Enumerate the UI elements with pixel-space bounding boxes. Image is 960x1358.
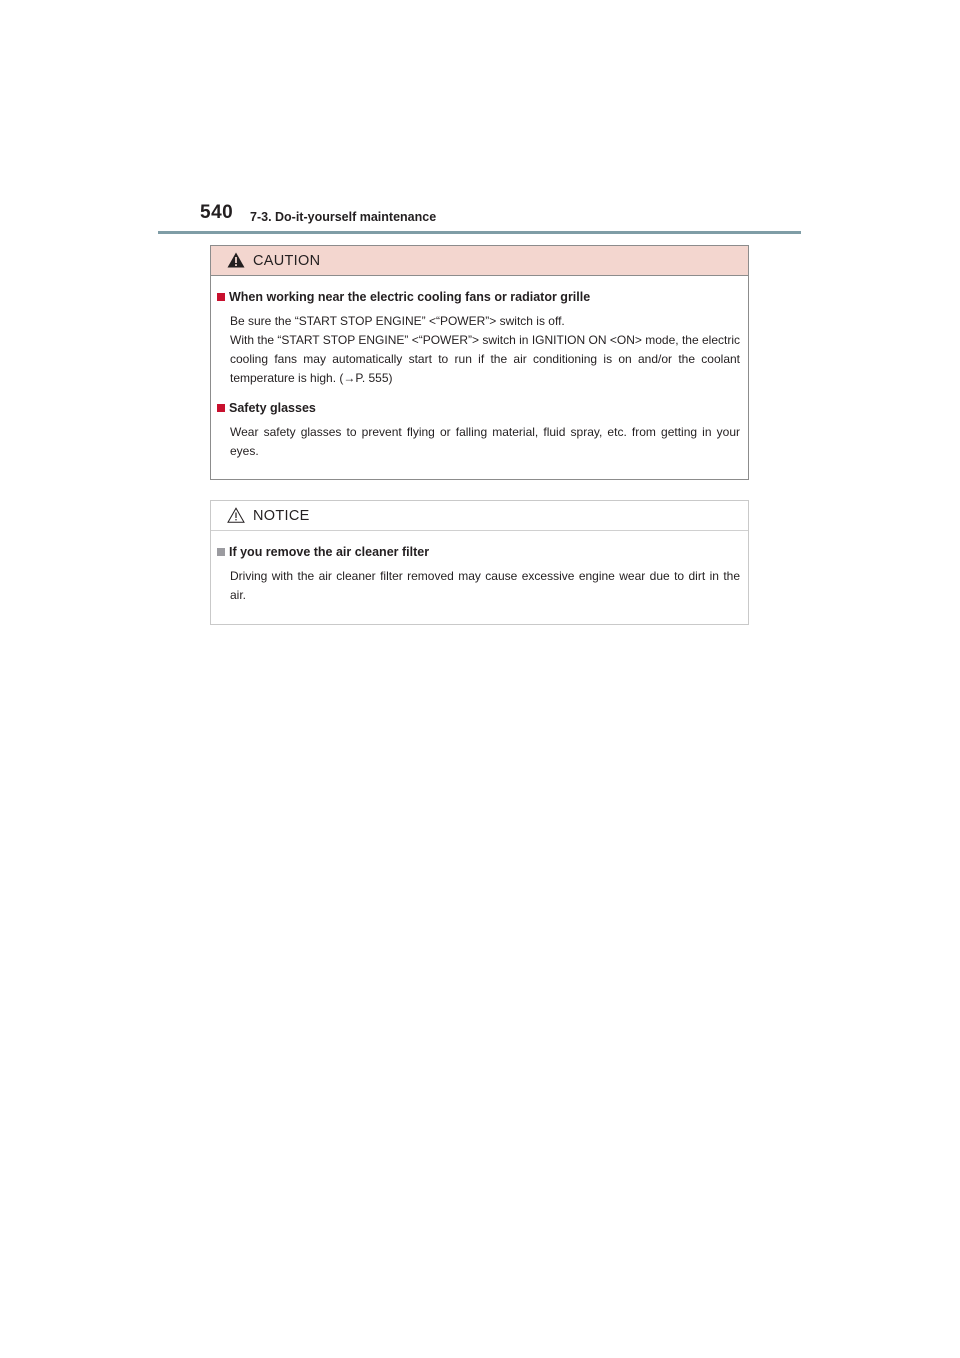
notice-box [210, 500, 749, 625]
caution-item [217, 290, 740, 388]
body-line: Driving with the air cleaner filter removed may cause excessive engine wear due to dirt in the air. [230, 569, 740, 602]
caution-item-body [230, 423, 740, 461]
page-header [158, 202, 801, 236]
notice-item [217, 545, 740, 605]
square-bullet-icon [217, 293, 225, 301]
square-bullet-icon [217, 404, 225, 412]
square-bullet-icon [217, 548, 225, 556]
page-number: 540 [200, 202, 234, 223]
section-title: 7-3. Do-it-yourself maintenance [250, 210, 437, 224]
notice-warning-icon [227, 507, 245, 523]
notice-title: NOTICE [253, 508, 310, 524]
caution-item-heading: When working near the electric cooling fans or radiator grille [229, 290, 591, 304]
caution-title: CAUTION [253, 253, 321, 269]
notice-item-body [230, 567, 740, 605]
caution-header [211, 246, 748, 276]
caution-item [217, 401, 740, 461]
body-line: With the “START STOP ENGINE” <“POWER”> switch in IGNITION ON <ON> mode, the electric cooling fans may automatically start to run if the air conditioning is on and/or the coolant temperature is high. (→P. 555) [230, 333, 740, 385]
notice-header [211, 501, 748, 531]
body-line: Be sure the “START STOP ENGINE” <“POWER”> switch is off. [230, 314, 565, 328]
notice-item-heading: If you remove the air cleaner filter [229, 545, 430, 559]
caution-warning-icon [227, 252, 245, 268]
caution-box [210, 245, 749, 480]
caution-item-heading: Safety glasses [229, 401, 316, 415]
header-divider [158, 231, 801, 234]
body-line: Wear safety glasses to prevent flying or falling material, fluid spray, etc. from getting in your eyes. [230, 425, 740, 458]
caution-item-body [230, 312, 740, 388]
